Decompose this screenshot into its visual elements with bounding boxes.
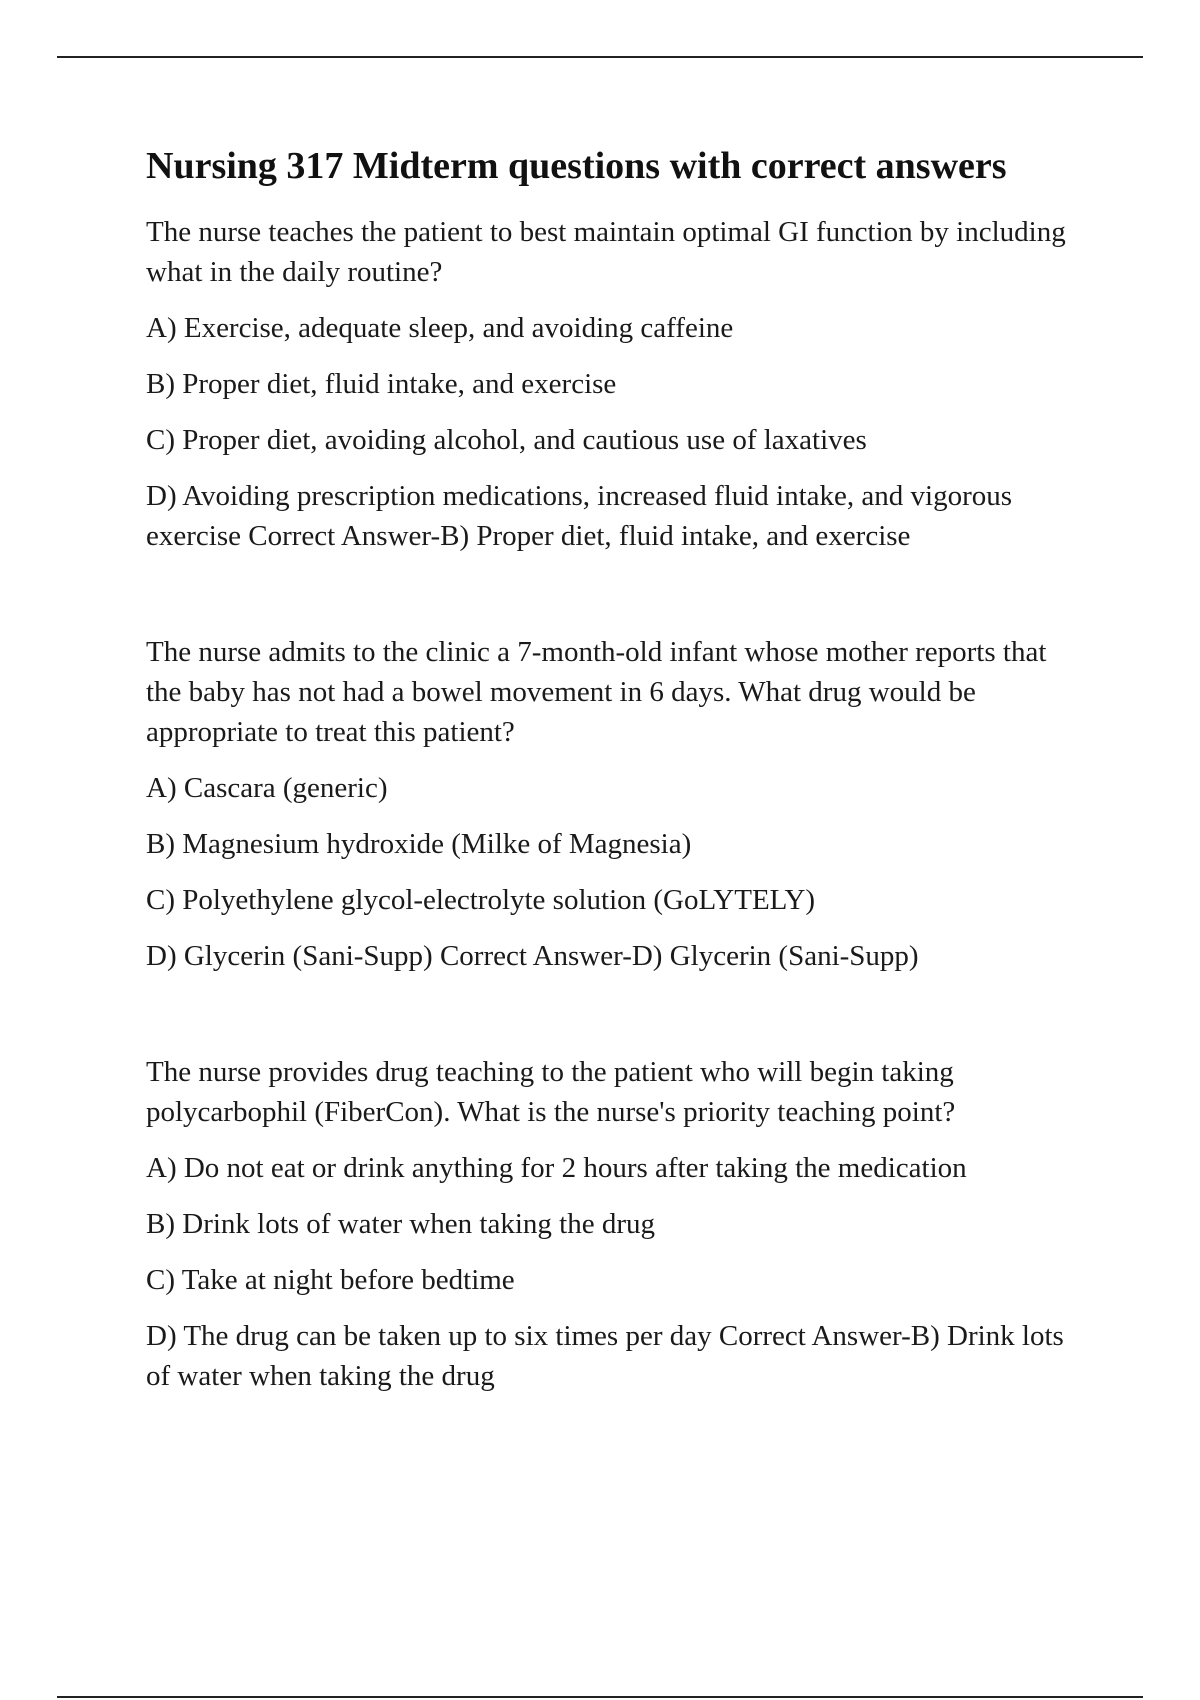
answer-option-b: B) Proper diet, fluid intake, and exercise <box>146 368 617 400</box>
answer-option-d: D) The drug can be taken up to six times per day Correct Answer-B) Drink lots of water when taking the drug <box>146 1320 1064 1392</box>
question-stem: The nurse teaches the patient to best maintain optimal GI function by including what in the daily routine? <box>146 216 1066 288</box>
answer-option-d: D) Avoiding prescription medications, increased fluid intake, and vigorous exercise Correct Answer-B) Proper diet, fluid intake, and exercise <box>146 480 1013 552</box>
document-body <box>146 142 1076 1396</box>
answer-option-c: C) Take at night before bedtime <box>146 1264 515 1296</box>
bottom-rule <box>57 1696 1143 1698</box>
answer-option-d: D) Glycerin (Sani-Supp) Correct Answer-D) Glycerin (Sani-Supp) <box>146 940 919 972</box>
question-block-3 <box>146 1052 1076 1396</box>
question-block-2 <box>146 632 1076 976</box>
answer-option-a: A) Do not eat or drink anything for 2 hours after taking the medication <box>146 1152 967 1184</box>
answer-option-a: A) Cascara (generic) <box>146 772 388 804</box>
answer-option-b: B) Magnesium hydroxide (Milke of Magnesia) <box>146 828 692 860</box>
question-stem: The nurse provides drug teaching to the patient who will begin taking polycarbophil (FiberCon). What is the nurse's priority teaching point? <box>146 1056 956 1128</box>
top-rule <box>57 56 1143 58</box>
document-title: Nursing 317 Midterm questions with correct answers <box>146 145 1007 187</box>
answer-option-b: B) Drink lots of water when taking the drug <box>146 1208 656 1240</box>
answer-option-a: A) Exercise, adequate sleep, and avoiding caffeine <box>146 312 734 344</box>
question-block-1 <box>146 212 1076 556</box>
answer-option-c: C) Proper diet, avoiding alcohol, and cautious use of laxatives <box>146 424 867 456</box>
answer-option-c: C) Polyethylene glycol-electrolyte solution (GoLYTELY) <box>146 884 816 916</box>
question-stem: The nurse admits to the clinic a 7-month-old infant whose mother reports that the baby has not had a bowel movement in 6 days. What drug would be appropriate to treat this patient? <box>146 636 1047 748</box>
